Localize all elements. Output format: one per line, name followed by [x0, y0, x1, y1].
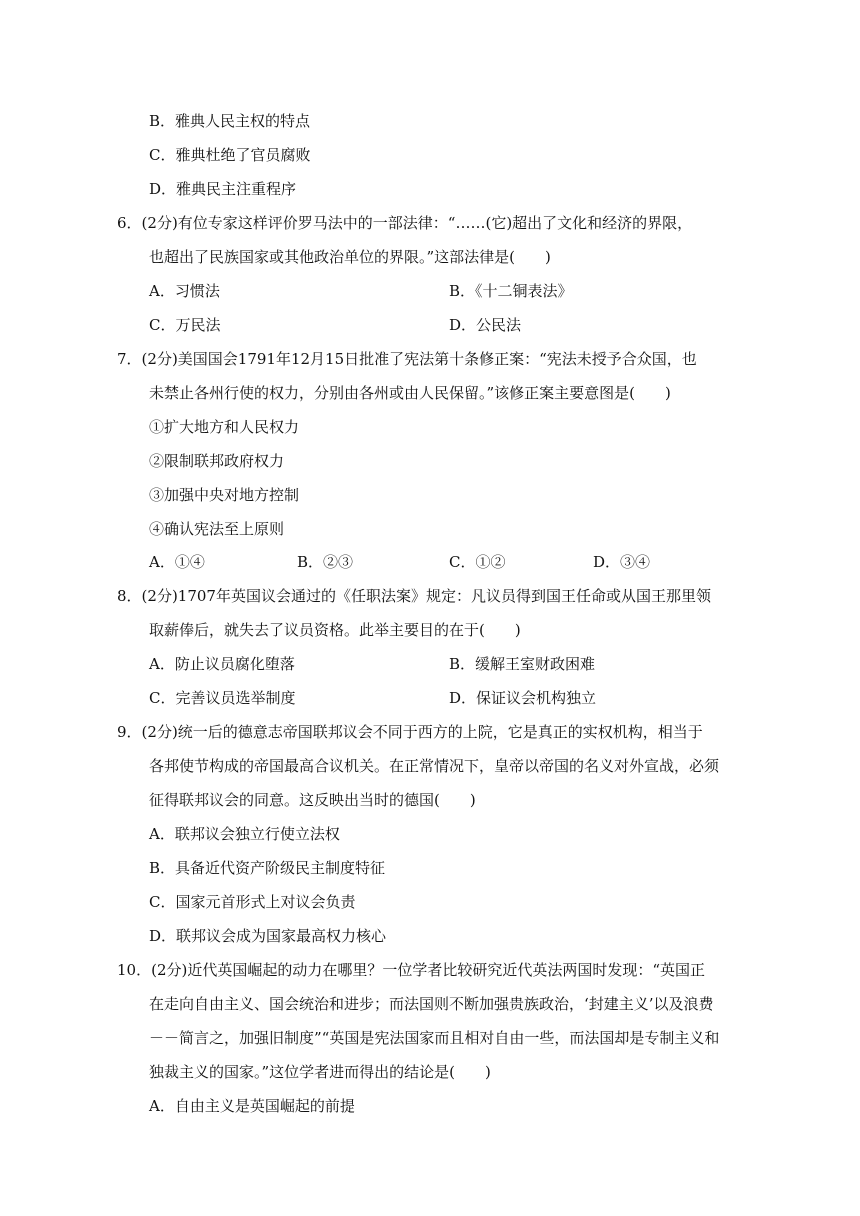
q8-option-d[interactable]: D．保证议会机构独立	[449, 689, 597, 707]
question-6-stem: 6．(2分)有位专家这样评价罗马法中的一部法律：“……(它)超出了文化和经济的界限，	[117, 214, 693, 232]
q7-statement-3: ③加强中央对地方控制	[149, 486, 300, 504]
q8-option-b[interactable]: B．缓解王室财政困难	[449, 655, 596, 673]
q7-statement-4: ④确认宪法至上原则	[149, 520, 285, 538]
question-6-stem-cont: 也超出了民族国家或其他政治单位的界限。”这部法律是( )	[149, 248, 551, 266]
question-9-stem-cont-1: 各邦使节构成的帝国最高合议机关。在正常情况下，皇帝以帝国的名义对外宣战，必须	[149, 757, 720, 775]
q7-option-b[interactable]: B．②③	[297, 553, 354, 571]
q6-option-a[interactable]: A．习惯法	[149, 282, 220, 300]
q8-option-a[interactable]: A．防止议员腐化堕落	[149, 655, 295, 673]
q6-option-c[interactable]: C．万民法	[149, 316, 221, 334]
question-10-stem: 10．(2分)近代英国崛起的动力在哪里？一位学者比较研究近代英法两国时发现：“英国正	[117, 961, 706, 979]
question-8-stem: 8．(2分)1707年英国议会通过的《任职法案》规定：凡议员得到国王任命或从国王那里领	[117, 587, 711, 605]
question-7-stem-cont: 未禁止各州行使的权力，分别由各州或由人民保留。”该修正案主要意图是( )	[149, 384, 671, 402]
q9-option-d[interactable]: D．联邦议会成为国家最高权力核心	[149, 927, 387, 945]
question-7-stem: 7．(2分)美国国会1791年12月15日批准了宪法第十条修正案：“宪法未授予合众国，也	[117, 350, 697, 368]
option-c[interactable]: C．雅典杜绝了官员腐败	[149, 146, 311, 164]
q6-option-d[interactable]: D．公民法	[449, 316, 522, 334]
q7-statement-1: ①扩大地方和人民权力	[149, 418, 300, 436]
q7-option-d[interactable]: D．③④	[593, 553, 651, 571]
question-10-stem-cont-2: －－简言之，加强旧制度”“英国是宪法国家而且相对自由一些，而法国却是专制主义和	[149, 1029, 720, 1047]
option-b[interactable]: B．雅典人民主权的特点	[149, 112, 311, 130]
question-10-stem-cont-3: 独裁主义的国家。”这位学者进而得出的结论是( )	[149, 1063, 491, 1081]
question-9-stem: 9．(2分)统一后的德意志帝国联邦议会不同于西方的上院，它是真正的实权机构，相当于	[117, 723, 703, 741]
q10-option-a[interactable]: A．自由主义是英国崛起的前提	[149, 1097, 355, 1115]
q7-statement-2: ②限制联邦政府权力	[149, 452, 285, 470]
q9-option-c[interactable]: C．国家元首形式上对议会负责	[149, 893, 356, 911]
question-8-stem-cont: 取薪俸后，就失去了议员资格。此举主要目的在于( )	[149, 621, 521, 639]
q9-option-a[interactable]: A．联邦议会独立行使立法权	[149, 825, 340, 843]
question-9-stem-cont-2: 征得联邦议会的同意。这反映出当时的德国( )	[149, 791, 476, 809]
q7-option-c[interactable]: C．①②	[449, 553, 506, 571]
question-10-stem-cont-1: 在走向自由主义、国会统治和进步；而法国则不断加强贵族政治，‘封建主义’以及浪费	[149, 995, 714, 1013]
option-d[interactable]: D．雅典民主注重程序	[149, 180, 297, 198]
q6-option-b[interactable]: B．《十二铜表法》	[449, 282, 573, 300]
q7-option-a[interactable]: A．①④	[149, 553, 205, 571]
q8-option-c[interactable]: C．完善议员选举制度	[149, 689, 296, 707]
q9-option-b[interactable]: B．具备近代资产阶级民主制度特征	[149, 859, 386, 877]
